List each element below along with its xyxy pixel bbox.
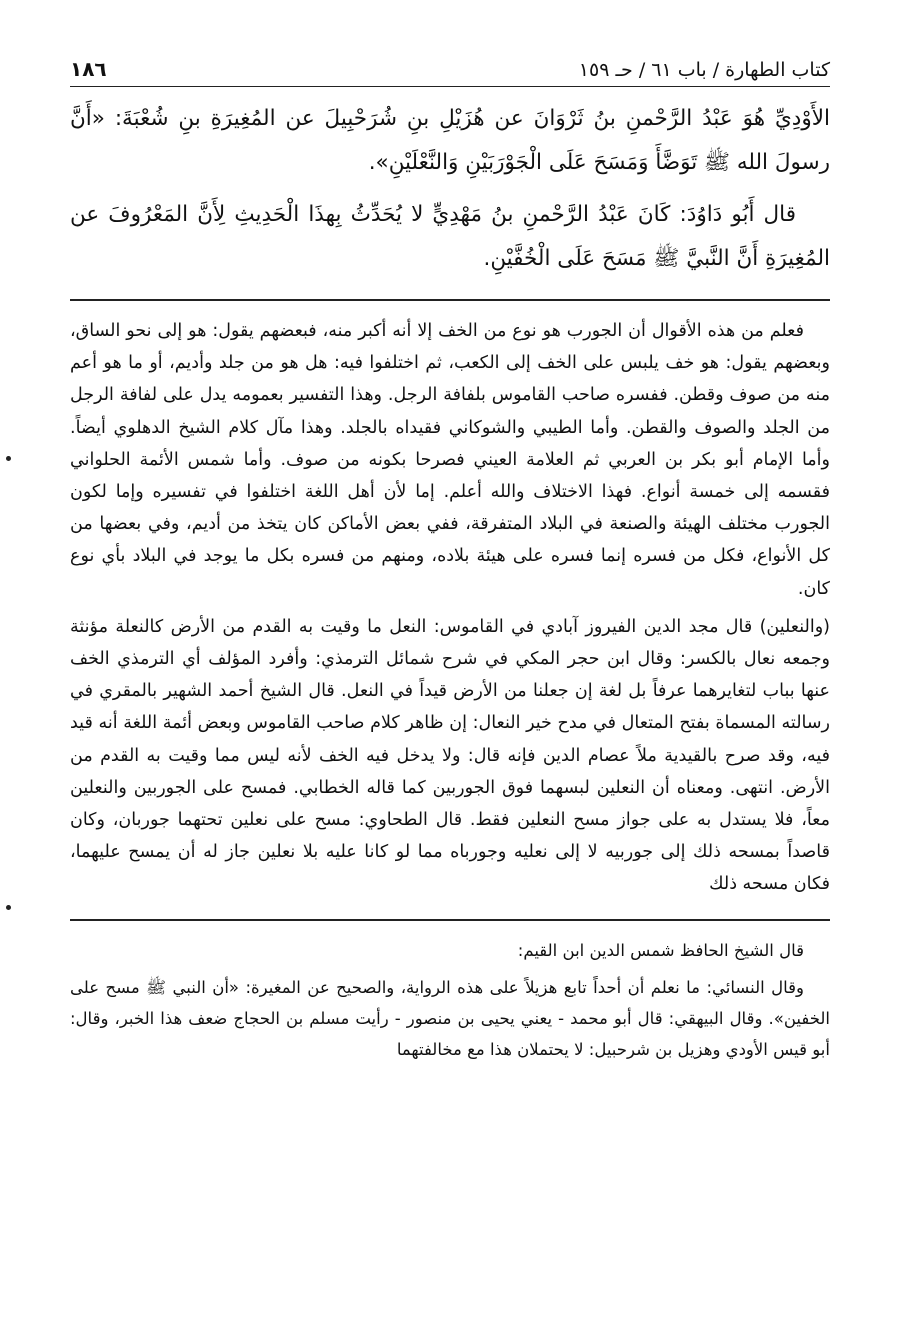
footnote-paragraph: وقال النسائي: ما نعلم أن أحداً تابع هزيلاً على هذه الرواية، والصحيح عن المغيرة: «أن النبي ﷺ مسح على الخفين». وقال البيهقي: قال أبو محمد - يعني يحيى بن منصور - رأيت مسلم بن الحجاج ضعف هذا الخبر، وقال: أبو قيس الأودي وهزيل بن شرحبيل: لا يحتملان هذا مع مخالفتهما bbox=[70, 977, 830, 1059]
footnote-divider bbox=[70, 919, 830, 921]
footnote-title: قال الشيخ الحافظ شمس الدين ابن القيم: bbox=[517, 940, 804, 960]
hadith-paragraph: قال أَبُو دَاوُدَ: كَانَ عَبْدُ الرَّحْمنِ بنُ مَهْدِيٍّ لا يُحَدِّثُ بِهذَا الْحَدِيثِ لِأَنَّ المَعْرُوفَ عن المُغِيرَةِ أَنَّ النَّبيَّ ﷺ مَسَحَ عَلَى الْخُفَّيْنِ. bbox=[70, 202, 830, 271]
commentary-paragraph: (والنعلين) قال مجد الدين الفيروز آبادي في القاموس: النعل ما وقيت به القدم من الأرض كالنعلة مؤنثة وجمعه نعال بالكسر: وقال ابن حجر المكي في شرح شمائل الترمذي: وأفرد المؤلف أي الترمذي الخف عنها بباب لتغايرهما عرفاً بل لغة إن جعلنا من الأرض قيداً في النعل. قال الشيخ أحمد الشهير بالمقري في رسالته المسماة بفتح المتعال في مدح خير النعال: إن ظاهر كلام صاحب القاموس وبعض أئمة اللغة أنه قيد فيه، وقد صرح بالقيدية ملاً عصام الدين فإنه قال: ولا يدخل فيه الخف لأنه ليس مما وقيت به القدم من الأرض. انتهى. ومعناه أن النعلين لبسهما فوق الجوربين كما قاله الخطابي. فمسح على الجوربين والنعلين معاً، فلا يستدل به على جواز مسح النعلين فقط. قال الطحاوي: مسح على نعلين تحتهما جوربان، وكان قاصداً بمسحه ذلك إلى جوربيه لا إلى نعليه وجورباه مما لو كانا عليه بلا نعلين جاز له أن يمسح عليهما، فكان مسحه ذلك bbox=[70, 616, 830, 895]
book-page bbox=[70, 52, 830, 1332]
page-header bbox=[70, 52, 830, 87]
hadith-text bbox=[70, 97, 830, 281]
hadith-paragraph: الأَوْدِيِّ هُوَ عَبْدُ الرَّحْمنِ بنُ ثَرْوَانَ عن هُزَيْلِ بنِ شُرَحْبِيلَ عن المُغِيرَةِ بنِ شُعْبَةَ: «أَنَّ رسولَ الله ﷺ تَوَضَّأَ وَمَسَحَ عَلَى الْجَوْرَبَيْنِ وَالنَّعْلَيْنِ». bbox=[70, 106, 830, 175]
commentary-text bbox=[70, 315, 830, 901]
commentary-paragraph: فعلم من هذه الأقوال أن الجورب هو نوع من الخف إلا أنه أكبر منه، فبعضهم يقول: هو إلى نحو الساق، وبعضهم يقول: هو خف يلبس على الخف إلى الكعب، ثم اختلفوا فيه: هل هو من جلد وأديم، أو ما هو أعم منه من صوف وقطن. ففسره صاحب القاموس بلفافة الرجل. وهذا التفسير بعمومه يدل على لفافة الرجل من الجلد والصوف والقطن. وأما الطيبي والشوكاني فقيداه بالجلد. وهذا مآل كلام الشيخ الدهلوي أيضاً. وأما الإمام أبو بكر بن العربي ثم العلامة العيني فصرحا بكونه من صوف. وأما شمس الأئمة الحلواني فقسمه إلى خمسة أنواع. فهذا الاختلاف والله أعلم. إما لأن أهل اللغة اختلفوا في تفسيره وإما لكون الجورب مختلف الهيئة والصنعة في البلاد المتفرقة، ففي بعض الأماكن كان يتخذ من أديم، وفي بعضها من كل الأنواع، فكل من فسره إنما فسره على هيئة بلاده، ومنهم من فسره بكل ما يوجد في البلاد بأي نوع كان. bbox=[70, 321, 830, 599]
margin-mark bbox=[6, 456, 11, 461]
section-divider bbox=[70, 299, 830, 301]
footnote-text bbox=[70, 935, 830, 1065]
margin-mark bbox=[6, 905, 11, 910]
page-number: ١٨٦ bbox=[70, 57, 107, 81]
running-title: كتاب الطهارة / باب ٦١ / حـ ١٥٩ bbox=[578, 59, 830, 81]
